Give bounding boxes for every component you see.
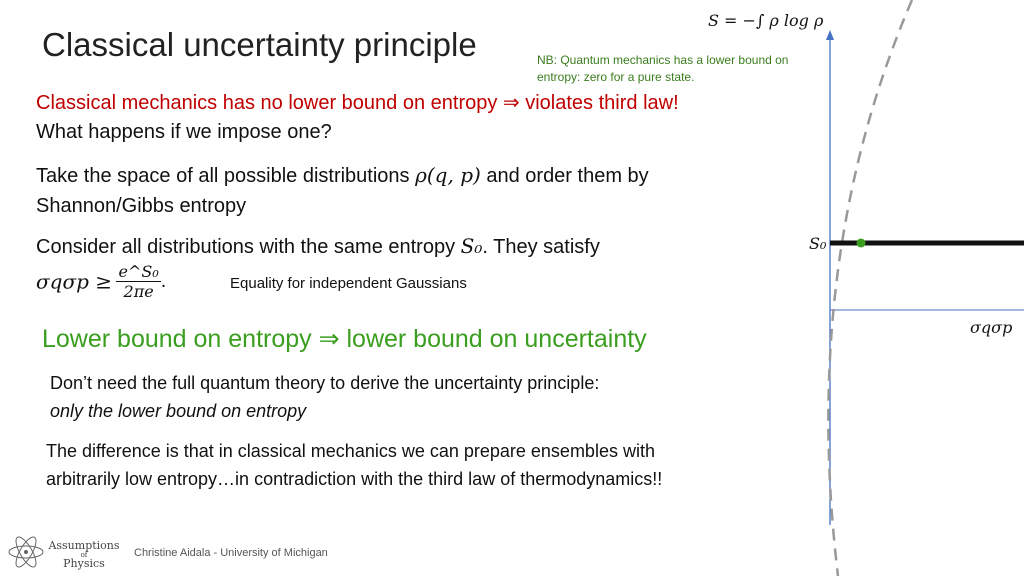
boundary-curve <box>828 0 912 576</box>
line-difference-1: The difference is that in classical mechanics we can prepare ensembles with <box>46 441 655 461</box>
line-consider-b: . They satisfy <box>482 236 600 258</box>
slide-title: Classical uncertainty principle <box>42 26 477 63</box>
line-question: What happens if we impose one? <box>36 121 332 143</box>
quantum-note: NB: Quantum mechanics has a lower bound on entropy: zero for a pure state. <box>537 53 789 84</box>
line-difference-2: arbitrarily low entropy…in contradiction with the third law of thermodynamics!! <box>46 469 663 489</box>
logo-line-3: Physics <box>63 557 105 570</box>
line-consider <box>36 234 600 259</box>
atom-logo-icon <box>6 534 46 570</box>
line-space-of-distributions <box>36 163 649 188</box>
entropy-diagram <box>800 0 1024 576</box>
key-statement: Lower bound on entropy ⇒ lower bound on uncertainty <box>42 325 647 353</box>
ineq-den: 2πe <box>123 282 154 301</box>
x-axis-label: σqσp <box>970 318 1013 337</box>
ineq-num: e^S₀ <box>118 262 159 281</box>
line-consider-a: Consider all distributions with the same entropy <box>36 236 461 258</box>
ineq-dot: . <box>160 270 167 292</box>
uncertainty-inequality <box>36 262 166 301</box>
equality-note: Equality for independent Gaussians <box>230 275 467 292</box>
line-dont-need: Don’t need the full quantum theory to derive the uncertainty principle: <box>50 373 600 393</box>
s0-symbol: S₀ <box>460 234 483 258</box>
rho-qp: ρ(q, p) <box>415 163 481 187</box>
entropy-formula: S = −∫ ρ log ρ <box>708 11 824 30</box>
line-only-lower: only the lower bound on entropy <box>50 401 307 421</box>
axis-arrow-icon <box>826 30 834 40</box>
minimum-point <box>857 239 866 248</box>
logo-text <box>48 540 120 570</box>
line-no-lower-bound: Classical mechanics has no lower bound on entropy ⇒ violates third law! <box>36 92 679 114</box>
ineq-fraction <box>116 262 160 301</box>
logo-line-2: of <box>80 551 88 559</box>
logo-line-1: Assumptions <box>48 539 120 552</box>
s0-axis-label: S₀ <box>809 234 827 253</box>
line-space-b: and order them by <box>480 165 649 187</box>
ineq-lhs: σqσp ≥ <box>36 269 113 294</box>
line-space-a: Take the space of all possible distributions <box>36 165 416 187</box>
author-footer: Christine Aidala - University of Michigan <box>134 547 328 559</box>
line-shannon: Shannon/Gibbs entropy <box>36 195 247 217</box>
